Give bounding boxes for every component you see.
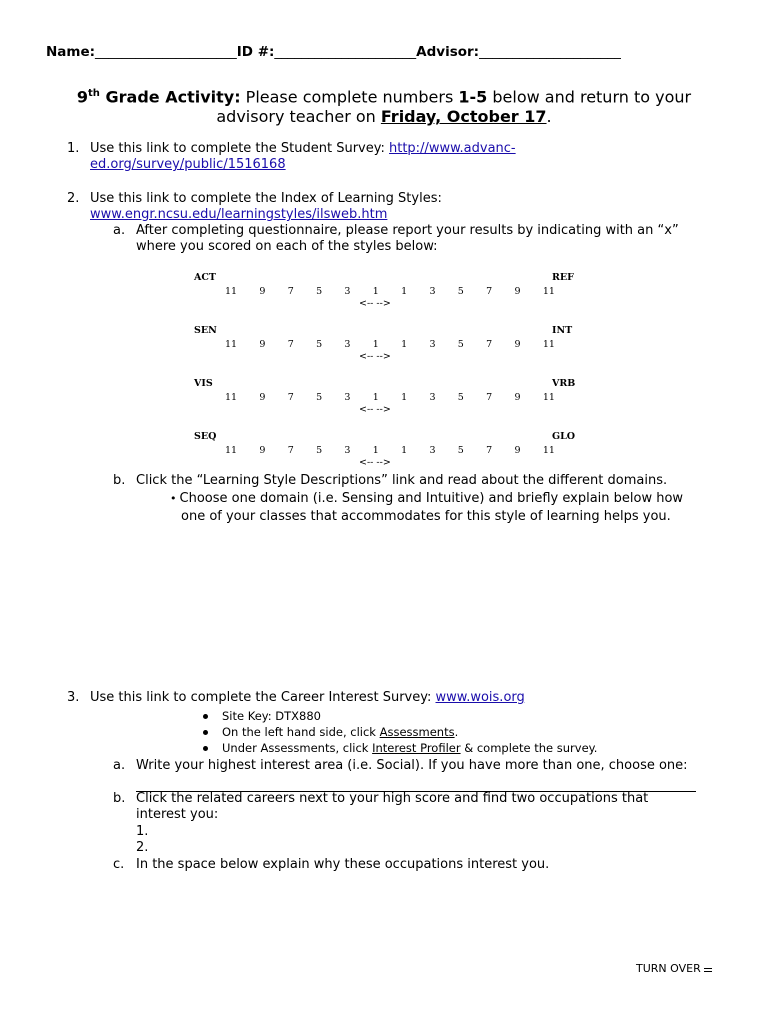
scale-number[interactable]: 11: [542, 392, 555, 403]
scale-number[interactable]: 11: [542, 339, 555, 350]
item2a-label: a.: [113, 223, 126, 238]
scale-number[interactable]: 7: [486, 339, 493, 350]
bullet-icon: [203, 746, 208, 751]
scale-number[interactable]: 1: [401, 339, 408, 350]
scale-number[interactable]: 1: [401, 286, 408, 297]
scale-number[interactable]: 11: [542, 286, 555, 297]
scale-number[interactable]: 3: [344, 339, 351, 350]
scale-number[interactable]: 7: [287, 445, 294, 456]
scale-number[interactable]: 1: [372, 339, 379, 350]
scale-numbers-row[interactable]: [225, 286, 555, 297]
title-line2: advisory teacher on: [216, 107, 381, 127]
title-intro: Please complete numbers: [240, 87, 459, 107]
scale-number[interactable]: 11: [225, 286, 238, 297]
scale-arrow: <-- -->: [359, 457, 391, 468]
scale-right-label: INT: [552, 325, 573, 336]
bullet-text-end: .: [454, 725, 459, 739]
item2b-label: b.: [113, 473, 126, 488]
scale-number[interactable]: 3: [429, 445, 436, 456]
item3b-label: b.: [113, 791, 126, 806]
title-period: .: [546, 107, 552, 127]
item3-label: Use this link to complete the Career Interest Survey:: [90, 690, 436, 705]
scale-number[interactable]: 1: [401, 445, 408, 456]
scale-number[interactable]: 9: [259, 445, 266, 456]
grade-activity: Grade Activity:: [99, 87, 241, 107]
scale-number[interactable]: 9: [259, 392, 266, 403]
scale-number[interactable]: 3: [429, 286, 436, 297]
item1-number: 1.: [67, 141, 80, 156]
scale-number[interactable]: 11: [225, 339, 238, 350]
scale-left-label: VIS: [194, 378, 213, 389]
scale-numbers-row[interactable]: [225, 339, 555, 350]
item2b-bullet: [170, 491, 683, 506]
scale-number[interactable]: 1: [372, 445, 379, 456]
header-line: [46, 44, 621, 60]
scale-number[interactable]: 5: [316, 392, 323, 403]
bullet-text: Site Key: DTX880: [222, 709, 321, 723]
scale-number[interactable]: 3: [344, 392, 351, 403]
scale-number[interactable]: 11: [225, 445, 238, 456]
scale-number[interactable]: 9: [259, 339, 266, 350]
item2-link-line: [90, 207, 387, 222]
scale-number[interactable]: 3: [344, 286, 351, 297]
item2-text: Use this link to complete the Index of Learning Styles:: [90, 191, 442, 206]
scale-number[interactable]: 7: [486, 392, 493, 403]
bullet-icon: •: [170, 492, 177, 505]
page-title: [0, 84, 768, 127]
bullet-icon: [203, 714, 208, 719]
bullet-text: Under Assessments, click: [222, 741, 373, 755]
scale-number[interactable]: 5: [316, 339, 323, 350]
id-blank[interactable]: _____________________: [274, 44, 417, 60]
title-range: 1-5: [458, 87, 488, 107]
item2a-line1: After completing questionnaire, please report your results by indicating with an “x”: [136, 223, 679, 238]
item3-number: 3.: [67, 690, 80, 705]
scale-number[interactable]: 3: [429, 392, 436, 403]
scale-number[interactable]: 7: [486, 445, 493, 456]
scale-number[interactable]: 11: [542, 445, 555, 456]
student-survey-link-2[interactable]: ed.org/survey/public/1516168: [90, 157, 286, 172]
scale-number[interactable]: 3: [429, 339, 436, 350]
due-date: Friday, October 17: [380, 107, 547, 127]
scale-numbers-row[interactable]: [225, 392, 555, 403]
student-survey-link[interactable]: http://www.advanc-: [389, 141, 516, 156]
item2-number: 2.: [67, 191, 80, 206]
scale-number[interactable]: 7: [287, 286, 294, 297]
scale-number[interactable]: 5: [457, 445, 464, 456]
scale-arrow: <-- -->: [359, 298, 391, 309]
item3-bullet-1: [203, 709, 321, 723]
item1-text: [90, 141, 516, 156]
assessments-term: Assessments: [379, 725, 455, 739]
scale-number[interactable]: 3: [344, 445, 351, 456]
bullet-text: On the left hand side, click: [222, 725, 380, 739]
scale-right-label: VRB: [552, 378, 576, 389]
scale-left-label: SEQ: [194, 431, 217, 442]
scale-number[interactable]: 9: [514, 286, 521, 297]
item3c-line: In the space below explain why these occupations interest you.: [136, 857, 550, 872]
name-label: Name:: [46, 44, 96, 60]
scale-arrow: <-- -->: [359, 404, 391, 415]
scale-number[interactable]: 9: [514, 445, 521, 456]
scale-number[interactable]: 7: [287, 392, 294, 403]
id-label: ID #:: [236, 44, 275, 60]
scale-number[interactable]: 9: [259, 286, 266, 297]
scale-number[interactable]: 1: [401, 392, 408, 403]
scale-number[interactable]: 11: [225, 392, 238, 403]
scale-number[interactable]: 7: [486, 286, 493, 297]
scale-number[interactable]: 5: [457, 339, 464, 350]
grade-superscript: th: [88, 88, 100, 99]
item3b-line2: interest you:: [136, 807, 219, 822]
occupation-2: 2.: [136, 840, 149, 855]
scale-number[interactable]: 9: [514, 392, 521, 403]
advisor-blank[interactable]: _____________________: [479, 44, 621, 60]
name-blank[interactable]: _____________________: [95, 44, 237, 60]
title-mid: below and return to your: [487, 87, 692, 107]
scale-number[interactable]: 7: [287, 339, 294, 350]
scale-arrow: <-- -->: [359, 351, 391, 362]
scale-numbers-row[interactable]: [225, 445, 555, 456]
scale-number[interactable]: 1: [372, 392, 379, 403]
scale-number[interactable]: 5: [316, 445, 323, 456]
item2b-bullet-line1: Choose one domain (i.e. Sensing and Intuitive) and briefly explain below how: [179, 491, 684, 506]
scale-right-label: GLO: [552, 431, 576, 442]
scale-number[interactable]: 9: [514, 339, 521, 350]
learning-styles-link[interactable]: www.engr.ncsu.edu/learningstyles/ilsweb.htm: [90, 207, 388, 222]
scale-left-label: SEN: [194, 325, 217, 336]
bullet-icon: [203, 730, 208, 735]
arrow-icon: [704, 968, 712, 972]
item2b-line: Click the “Learning Style Descriptions” link and read about the different domains.: [136, 473, 668, 488]
item3a-label: a.: [113, 758, 126, 773]
item3a-line: Write your highest interest area (i.e. Social). If you have more than one, choose one:: [136, 758, 688, 773]
scale-number[interactable]: 5: [316, 286, 323, 297]
item2b-bullet-line2: one of your classes that accommodates for this style of learning helps you.: [181, 509, 671, 524]
item2a-line2: where you scored on each of the styles below:: [136, 239, 438, 254]
turn-over-note: [636, 962, 712, 975]
interest-profiler-term: Interest Profiler: [372, 741, 461, 755]
scale-number[interactable]: 5: [457, 392, 464, 403]
scale-number[interactable]: 1: [372, 286, 379, 297]
grade-number: 9: [76, 87, 89, 107]
advisor-label: Advisor:: [416, 44, 480, 60]
item1-link-continued: [90, 157, 286, 172]
item3c-label: c.: [113, 857, 125, 872]
scale-right-label: REF: [552, 272, 574, 283]
occupation-1: 1.: [136, 824, 149, 839]
turn-over-text: TURN OVER: [636, 962, 705, 975]
item1-label: Use this link to complete the Student Survey:: [90, 141, 389, 156]
item3-text: [90, 690, 525, 705]
item3-bullet-2: [203, 725, 458, 739]
wois-link[interactable]: www.wois.org: [435, 690, 525, 705]
item3b-line1: Click the related careers next to your high score and find two occupations that: [136, 791, 649, 806]
scale-number[interactable]: 5: [457, 286, 464, 297]
bullet-text-end: & complete the survey.: [460, 741, 598, 755]
item3-bullet-3: [203, 741, 597, 755]
scale-left-label: ACT: [194, 272, 217, 283]
